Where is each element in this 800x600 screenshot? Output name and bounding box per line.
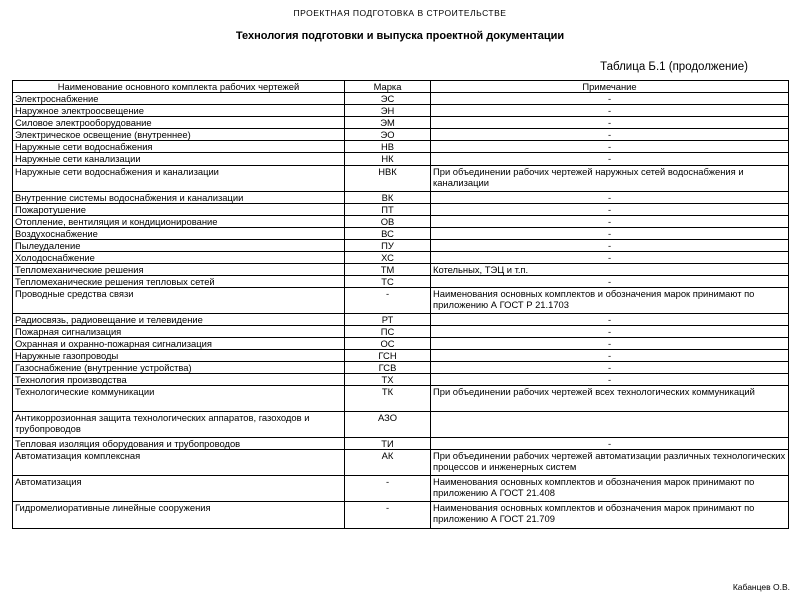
table-row — [13, 204, 789, 216]
row-name-cell: Наружные газопроводы — [13, 350, 345, 362]
row-name-cell: Тепломеханические решения тепловых сетей — [13, 276, 345, 288]
column-header-name: Наименование основного комплекта рабочих чертежей — [13, 81, 345, 93]
row-mark-cell: АК — [345, 450, 431, 476]
table-row — [13, 450, 789, 476]
row-mark-cell: ВС — [345, 228, 431, 240]
row-mark-cell: - — [345, 476, 431, 502]
row-note-cell: - — [431, 314, 789, 326]
row-mark-cell: - — [345, 502, 431, 529]
table-row — [13, 129, 789, 141]
table-row — [13, 93, 789, 105]
row-note-cell: - — [431, 252, 789, 264]
row-name-cell: Наружные сети водоснабжения — [13, 141, 345, 153]
row-name-cell: Наружное электроосвещение — [13, 105, 345, 117]
row-note-cell — [431, 412, 789, 438]
row-name-cell: Электроснабжение — [13, 93, 345, 105]
row-mark-cell: ТИ — [345, 438, 431, 450]
table-row — [13, 314, 789, 326]
table-row — [13, 228, 789, 240]
row-note-cell: - — [431, 362, 789, 374]
row-mark-cell: ОС — [345, 338, 431, 350]
row-mark-cell: ЭС — [345, 93, 431, 105]
row-name-cell: Наружные сети канализации — [13, 153, 345, 166]
row-name-cell: Проводные средства связи — [13, 288, 345, 314]
row-name-cell: Холодоснабжение — [13, 252, 345, 264]
row-note-cell: Наименования основных комплектов и обозначения марок принимают по приложению А ГОСТ 21.408 — [431, 476, 789, 502]
row-mark-cell: АЗО — [345, 412, 431, 438]
row-mark-cell: ОВ — [345, 216, 431, 228]
row-mark-cell: ПС — [345, 326, 431, 338]
row-mark-cell: ПУ — [345, 240, 431, 252]
table-row — [13, 117, 789, 129]
row-note-cell: - — [431, 117, 789, 129]
table-row — [13, 412, 789, 438]
row-note-cell: - — [431, 129, 789, 141]
row-name-cell: Радиосвязь, радиовещание и телевидение — [13, 314, 345, 326]
row-note-cell: Котельных, ТЭЦ и т.п. — [431, 264, 789, 276]
drawings-table — [12, 80, 789, 529]
row-note-cell: - — [431, 326, 789, 338]
row-note-cell: - — [431, 192, 789, 204]
table-row — [13, 288, 789, 314]
table-row — [13, 141, 789, 153]
row-name-cell: Охранная и охранно-пожарная сигнализация — [13, 338, 345, 350]
section-header: ПРОЕКТНАЯ ПОДГОТОВКА В СТРОИТЕЛЬСТВЕ — [293, 8, 507, 18]
row-name-cell: Тепломеханические решения — [13, 264, 345, 276]
row-mark-cell: РТ — [345, 314, 431, 326]
table-row — [13, 216, 789, 228]
row-mark-cell: ЭМ — [345, 117, 431, 129]
row-mark-cell: ГСВ — [345, 362, 431, 374]
row-name-cell: Пылеудаление — [13, 240, 345, 252]
table-row — [13, 502, 789, 529]
row-name-cell: Воздухоснабжение — [13, 228, 345, 240]
row-mark-cell: ТК — [345, 386, 431, 412]
table-row — [13, 192, 789, 204]
row-note-cell: При объединении рабочих чертежей автоматизации различных технологических процессов и инженерных систем — [431, 450, 789, 476]
row-name-cell: Автоматизация комплексная — [13, 450, 345, 476]
row-name-cell: Силовое электрооборудование — [13, 117, 345, 129]
row-mark-cell: ХС — [345, 252, 431, 264]
row-name-cell: Электрическое освещение (внутреннее) — [13, 129, 345, 141]
row-name-cell: Гидромелиоративные линейные сооружения — [13, 502, 345, 529]
table-row — [13, 362, 789, 374]
document-title: Технология подготовки и выпуска проектной документации — [235, 30, 565, 42]
row-mark-cell: ГСН — [345, 350, 431, 362]
row-note-cell: - — [431, 141, 789, 153]
table-row — [13, 276, 789, 288]
row-name-cell: Тепловая изоляция оборудования и трубопроводов — [13, 438, 345, 450]
row-note-cell: Наименования основных комплектов и обозначения марок принимают по приложению А ГОСТ 21.709 — [431, 502, 789, 529]
row-note-cell: При объединении рабочих чертежей наружных сетей водоснабжения и канализации — [431, 166, 789, 192]
table-row — [13, 476, 789, 502]
row-mark-cell: НВК — [345, 166, 431, 192]
row-note-cell: - — [431, 438, 789, 450]
table-row — [13, 438, 789, 450]
row-note-cell: - — [431, 228, 789, 240]
row-note-cell: - — [431, 276, 789, 288]
row-note-cell: - — [431, 350, 789, 362]
row-note-cell: - — [431, 216, 789, 228]
table-row — [13, 252, 789, 264]
row-note-cell: - — [431, 105, 789, 117]
row-name-cell: Отопление, вентиляция и кондиционирование — [13, 216, 345, 228]
row-mark-cell: ТХ — [345, 374, 431, 386]
table-row — [13, 153, 789, 166]
table-header-row — [13, 81, 789, 93]
row-name-cell: Автоматизация — [13, 476, 345, 502]
row-mark-cell: НК — [345, 153, 431, 166]
table-row — [13, 386, 789, 412]
row-mark-cell: ТМ — [345, 264, 431, 276]
column-header-mark: Марка — [345, 81, 431, 93]
row-mark-cell: ПТ — [345, 204, 431, 216]
row-name-cell: Внутренние системы водоснабжения и канализации — [13, 192, 345, 204]
column-header-note: Примечание — [431, 81, 789, 93]
row-name-cell: Пожарная сигнализация — [13, 326, 345, 338]
row-note-cell: При объединении рабочих чертежей всех технологических коммуникаций — [431, 386, 789, 412]
row-name-cell: Газоснабжение (внутренние устройства) — [13, 362, 345, 374]
table-body — [13, 93, 789, 529]
table-row — [13, 166, 789, 192]
row-mark-cell: НВ — [345, 141, 431, 153]
row-mark-cell: ВК — [345, 192, 431, 204]
row-name-cell: Технологические коммуникации — [13, 386, 345, 412]
table-row — [13, 350, 789, 362]
row-note-cell: - — [431, 153, 789, 166]
row-note-cell: - — [431, 240, 789, 252]
row-mark-cell: ЭО — [345, 129, 431, 141]
row-note-cell: - — [431, 93, 789, 105]
row-name-cell: Антикоррозионная защита технологических аппаратов, газоходов и трубопроводов — [13, 412, 345, 438]
table-row — [13, 105, 789, 117]
row-mark-cell: ЭН — [345, 105, 431, 117]
row-note-cell: - — [431, 338, 789, 350]
table-row — [13, 338, 789, 350]
table-row — [13, 240, 789, 252]
row-note-cell: - — [431, 374, 789, 386]
row-note-cell: Наименования основных комплектов и обозначения марок принимают по приложению А ГОСТ Р 21.1703 — [431, 288, 789, 314]
table-row — [13, 326, 789, 338]
table-caption: Таблица Б.1 (продолжение) — [600, 61, 748, 73]
row-mark-cell: - — [345, 288, 431, 314]
row-name-cell: Технология производства — [13, 374, 345, 386]
row-mark-cell: ТС — [345, 276, 431, 288]
author-credit: Кабанцев О.В. — [732, 582, 790, 592]
row-name-cell: Наружные сети водоснабжения и канализации — [13, 166, 345, 192]
table-row — [13, 374, 789, 386]
row-name-cell: Пожаротушение — [13, 204, 345, 216]
table-row — [13, 264, 789, 276]
row-note-cell: - — [431, 204, 789, 216]
